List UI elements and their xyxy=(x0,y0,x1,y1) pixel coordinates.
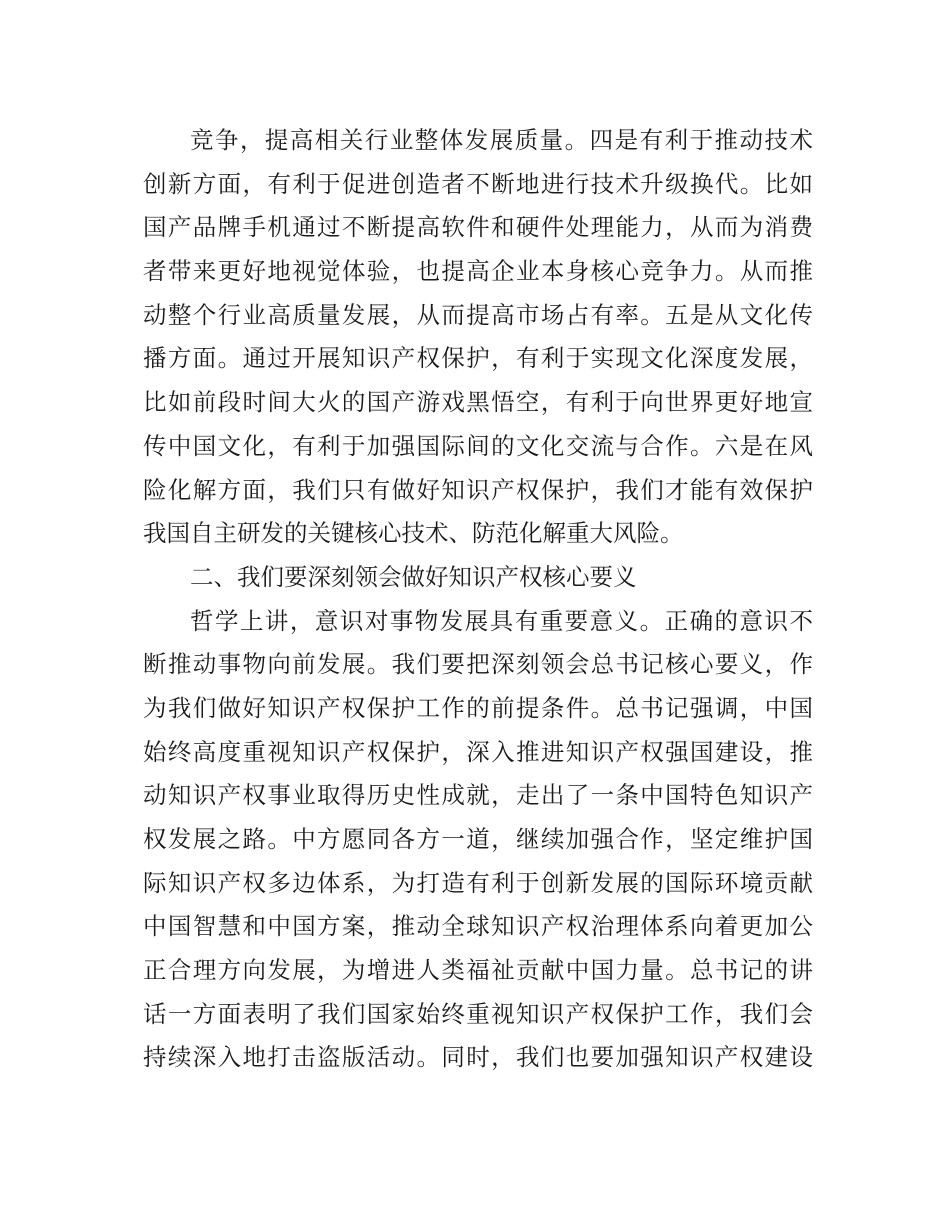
text-line: 竞争，提高相关行业整体发展质量。四是有利于推动技术 xyxy=(190,126,813,154)
text-line: 正合理方向发展，为增进人类福祉贡献中国力量。总书记的讲 xyxy=(143,956,813,985)
text-line: 际知识产权多边体系，为打造有利于创新发展的国际环境贡献 xyxy=(143,868,813,897)
section-heading: 二、我们要深刻领会做好知识产权核心要义 xyxy=(190,562,637,591)
body-text xyxy=(143,119,813,1080)
text-line: 权发展之路。中方愿同各方一道，继续加强合作，坚定维护国 xyxy=(143,825,813,853)
text-line: 话一方面表明了我们国家始终重视知识产权保护工作，我们会 xyxy=(143,999,813,1028)
text-line: 断推动事物向前发展。我们要把深刻领会总书记核心要义，作 xyxy=(143,650,813,679)
text-line: 创新方面，有利于促进创造者不断地进行技术升级换代。比如 xyxy=(143,169,813,198)
text-line: 传中国文化，有利于加强国际间的文化交流与合作。六是在风 xyxy=(143,431,813,460)
text-line: 持续深入地打击盗版活动。同时，我们也要加强知识产权建设 xyxy=(143,1043,813,1072)
text-line: 中国智慧和中国方案，推动全球知识产权治理体系向着更加公 xyxy=(143,912,813,941)
text-line: 险化解方面，我们只有做好知识产权保护，我们才能有效保护 xyxy=(143,475,813,504)
text-line: 动知识产权事业取得历史性成就，走出了一条中国特色知识产 xyxy=(143,781,813,810)
text-line: 哲学上讲，意识对事物发展具有重要意义。正确的意识不 xyxy=(190,606,813,635)
text-line: 播方面。通过开展知识产权保护，有利于实现文化深度发展， xyxy=(143,344,813,373)
text-line: 比如前段时间大火的国产游戏黑悟空，有利于向世界更好地宣 xyxy=(143,388,813,417)
text-line: 动整个行业高质量发展，从而提高市场占有率。五是从文化传 xyxy=(143,300,813,329)
text-line: 为我们做好知识产权保护工作的前提条件。总书记强调，中国 xyxy=(143,693,813,722)
text-line: 国产品牌手机通过不断提高软件和硬件处理能力，从而为消费 xyxy=(143,213,813,242)
text-line: 我国自主研发的关键核心技术、防范化解重大风险。 xyxy=(143,519,684,548)
text-line: 始终高度重视知识产权保护，深入推进知识产权强国建设，推 xyxy=(143,737,813,766)
text-line: 者带来更好地视觉体验，也提高企业本身核心竞争力。从而推 xyxy=(143,257,813,286)
